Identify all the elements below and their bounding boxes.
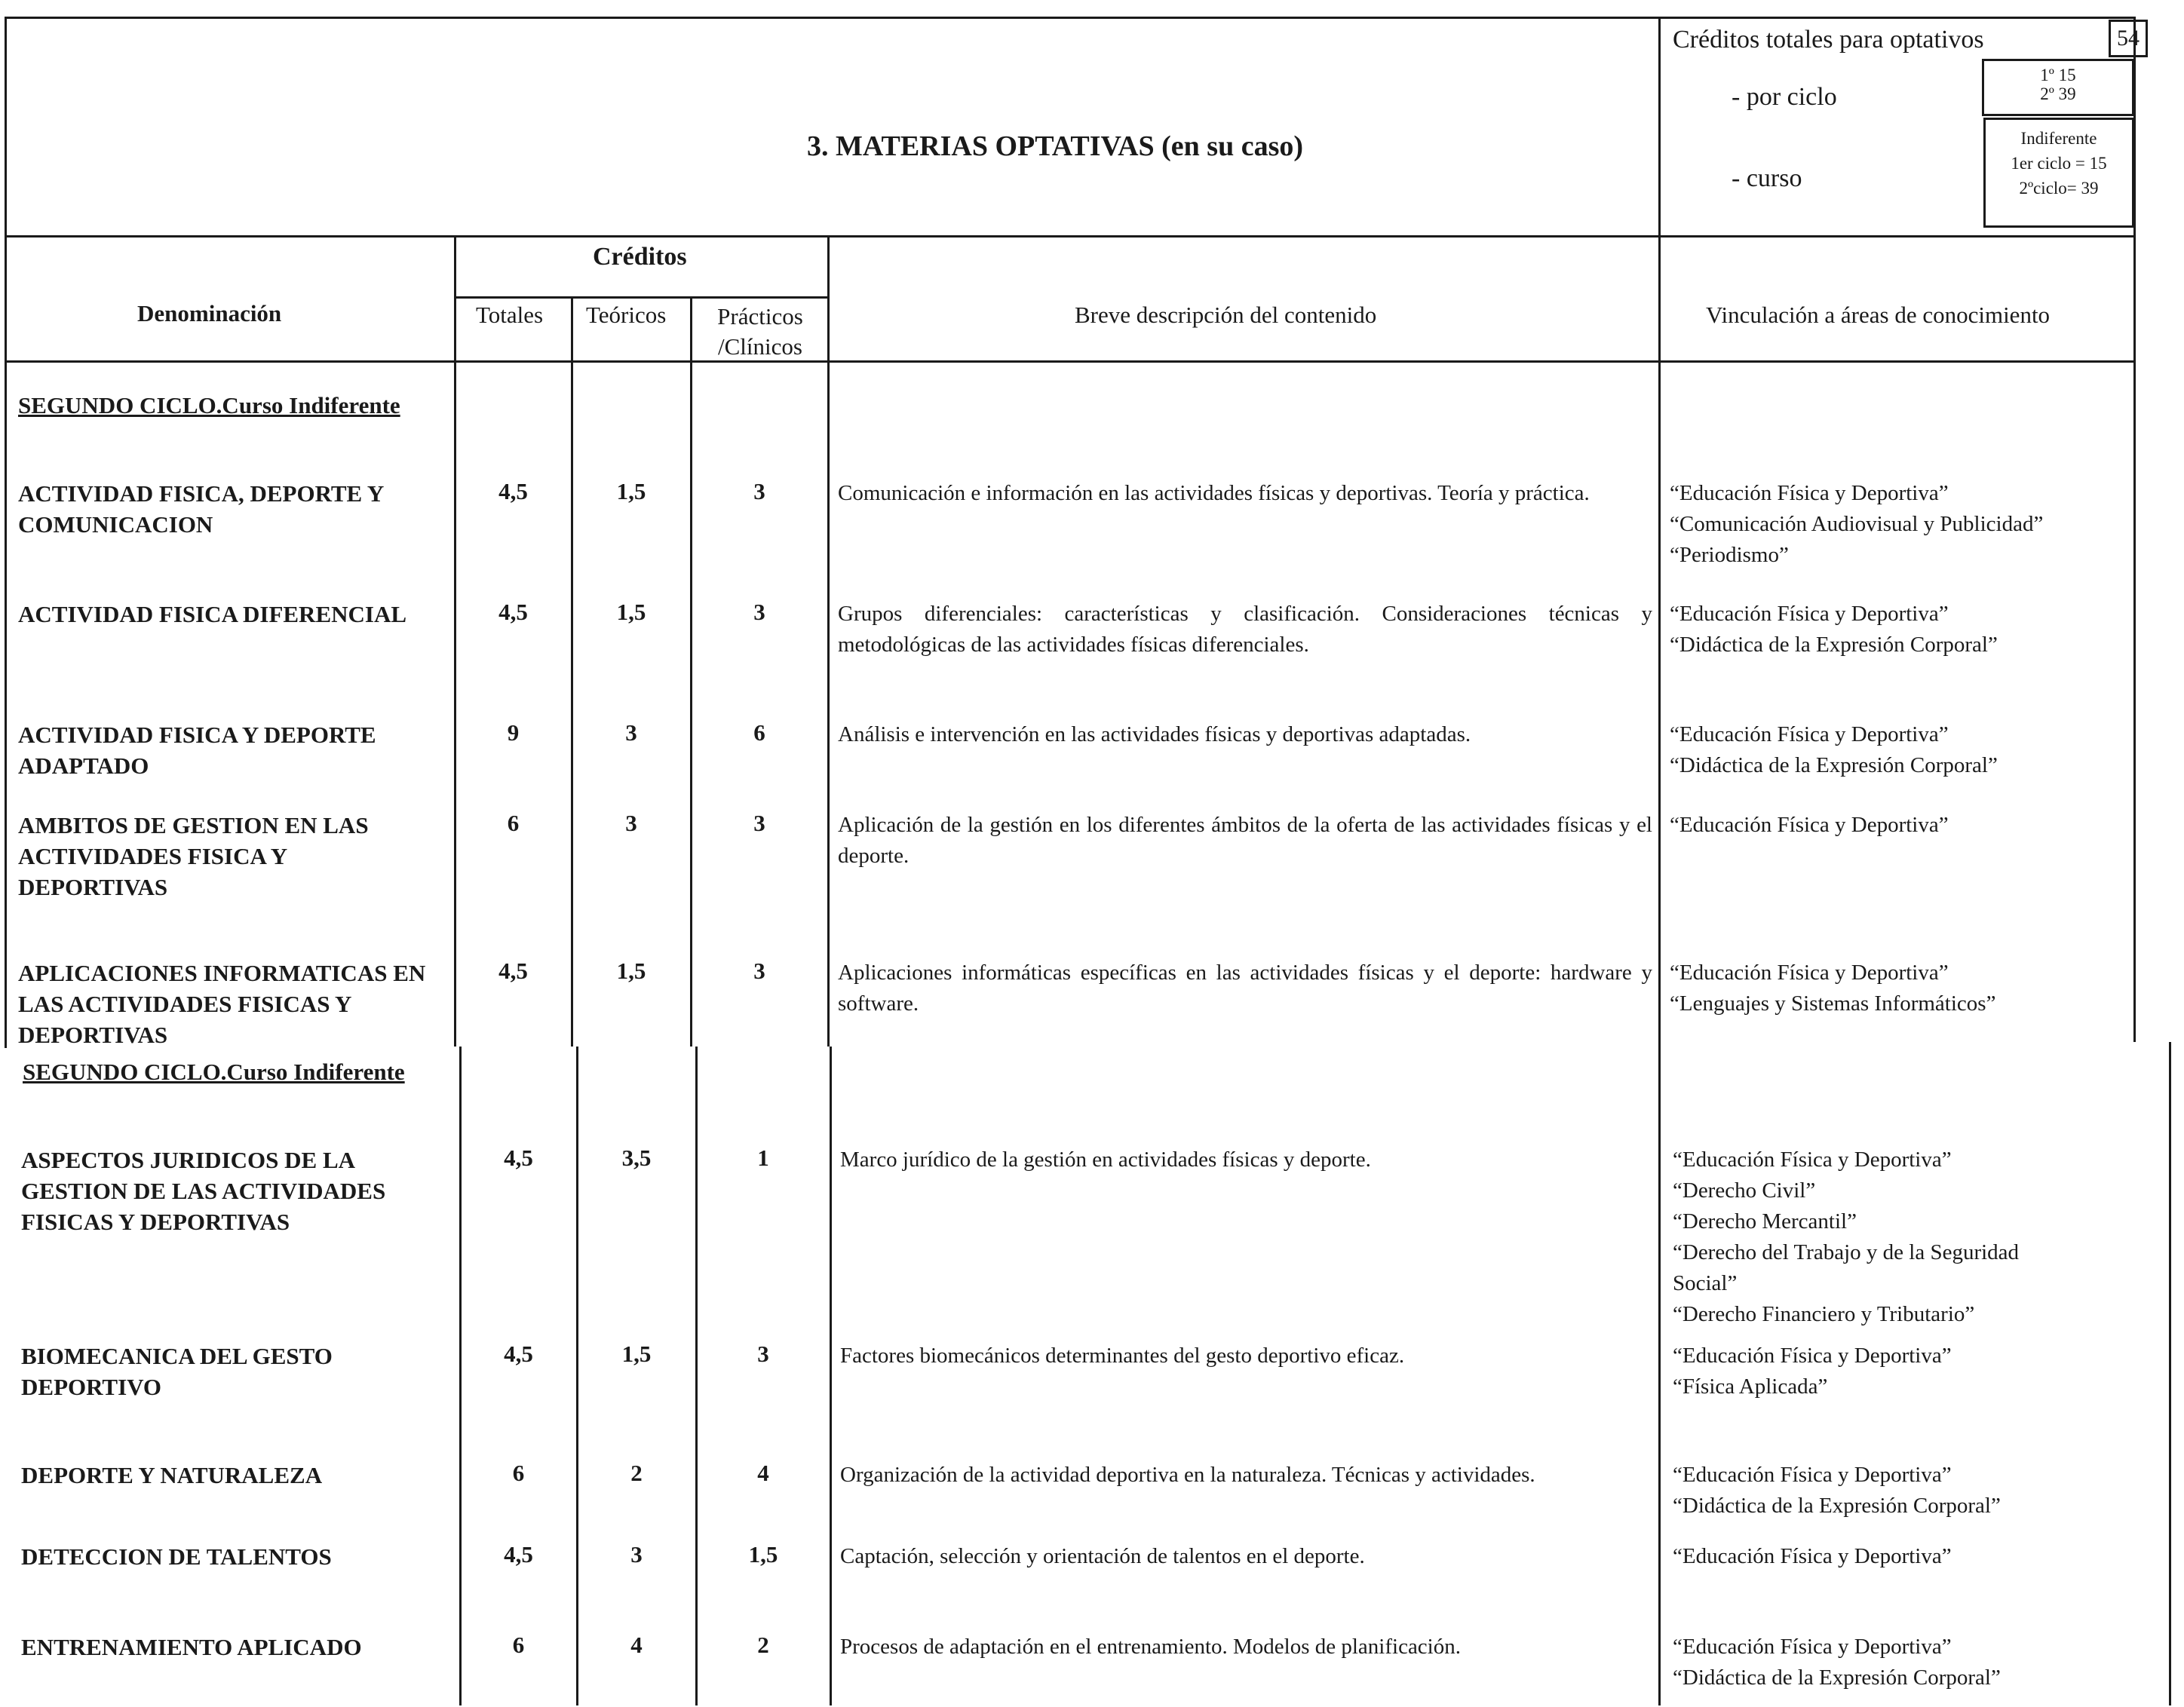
rule [690,296,692,1047]
credits-theory: 2 [630,1460,643,1486]
credits-theory: 1,5 [621,1341,652,1367]
credits-total: 6 [512,1632,525,1658]
knowledge-areas: “Educación Física y Deportiva” [1670,813,1949,837]
credits-theory: 1,5 [616,478,646,504]
credits-theory: 3 [625,810,637,836]
knowledge-areas: “Educación Física y Deportiva” “Lenguajes y Sistemas Informáticos” [1670,961,1996,1016]
col-denominacion: Denominación [137,300,282,326]
subject-name: ACTIVIDAD FISICA Y DEPORTE ADAPTADO [18,722,376,779]
knowledge-areas: “Educación Física y Deportiva” “Didáctica de la Expresión Corporal” [1670,602,1998,657]
credits-total: 6 [512,1460,525,1486]
rule [2169,1042,2171,1705]
credits-theory: 3 [625,719,637,746]
subject-name: ASPECTOS JURIDICOS DE LA GESTION DE LAS ACTIVIDADES FISICAS Y DEPORTIVAS [21,1147,386,1235]
subject-name: AMBITOS DE GESTION EN LAS ACTIVIDADES FISICA Y DEPORTIVAS [18,812,369,900]
subject-name: ENTRENAMIENTO APLICADO [21,1634,362,1660]
knowledge-areas: “Educación Física y Deportiva” “Didáctica de la Expresión Corporal” [1670,722,1998,777]
knowledge-areas: “Educación Física y Deportiva” “Comunicación Audiovisual y Publicidad” “Periodismo” [1670,481,2044,567]
subject-name: APLICACIONES INFORMATICAS EN LAS ACTIVIDADES FISICAS Y DEPORTIVAS [18,960,426,1048]
credits-practice: 1,5 [748,1541,778,1568]
section-heading: SEGUNDO CICLO.Curso Indiferente [23,1059,405,1085]
por-ciclo-value: 1º 15 2º 39 [1982,59,2134,116]
subject-description: Factores biomecánicos determinantes del gesto deportivo eficaz. [840,1344,1405,1368]
rule [454,296,828,299]
credits-practice: 3 [753,810,765,836]
credits-theory: 1,5 [616,958,646,984]
credits-theory: 1,5 [616,599,646,625]
credits-practice: 4 [757,1460,769,1486]
subject-description: Comunicación e información en las actividades físicas y deportivas. Teoría y práctica. [838,481,1590,505]
section-heading: SEGUNDO CICLO.Curso Indiferente [18,392,400,418]
subject-description: Grupos diferenciales: características y clasificación. Consideraciones técnicas y metodológicas de las actividades físicas diferenciales. [838,602,1652,657]
rule [571,296,573,1047]
subject-name: DETECCION DE TALENTOS [21,1543,332,1570]
credits-total: 4,5 [504,1145,533,1171]
subject-name: ACTIVIDAD FISICA DIFERENCIAL [18,601,407,627]
curso-label: - curso [1732,164,1802,192]
credits-total: 6 [507,810,520,836]
knowledge-areas: “Educación Física y Deportiva” “Didáctica de la Expresión Corporal” [1673,1463,2001,1518]
credits-theory: 4 [630,1632,643,1658]
credits-total: 4,5 [504,1541,533,1568]
credits-practice: 1 [757,1145,769,1171]
credits-total: 4,5 [504,1341,533,1367]
knowledge-areas: “Educación Física y Deportiva” “Física Aplicada” [1673,1344,1952,1399]
credits-practice: 3 [753,599,765,625]
knowledge-areas: “Educación Física y Deportiva” “Derecho Civil” “Derecho Mercantil” “Derecho del Trabajo y de la Seguridad Social” “Derecho Financiero y Tributario” [1673,1148,2020,1326]
credits-theory: 3 [630,1541,643,1568]
col-descripcion: Breve descripción del contenido [1075,302,1377,328]
subject-name: ACTIVIDAD FISICA, DEPORTE Y COMUNICACION [18,480,385,538]
total-credits-value: 54 [2109,20,2148,57]
credits-practice: 3 [753,478,765,504]
rule [5,360,2136,363]
rule [5,17,2136,19]
credits-total: 4,5 [498,958,528,984]
credits-total: 9 [507,719,520,746]
subject-description: Procesos de adaptación en el entrenamiento. Modelos de planificación. [840,1635,1461,1659]
col-teoricos: Teóricos [586,302,667,328]
col-vinculacion: Vinculación a áreas de conocimiento [1706,302,2051,328]
credits-practice: 6 [753,719,765,746]
subject-name: BIOMECANICA DEL GESTO DEPORTIVO [21,1343,333,1400]
credits-practice: 2 [757,1632,769,1658]
credits-practice: 3 [757,1341,769,1367]
credits-practice: 3 [753,958,765,984]
subject-description: Organización de la actividad deportiva en la naturaleza. Técnicas y actividades. [840,1463,1535,1487]
knowledge-areas: “Educación Física y Deportiva” “Didáctica de la Expresión Corporal” [1673,1635,2001,1690]
subject-name: DEPORTE Y NATURALEZA [21,1462,323,1488]
rule [830,1047,832,1705]
total-credits-label: Créditos totales para optativos [1673,26,1984,54]
curso-value: Indiferente 1er ciclo = 15 2ºciclo= 39 [1983,118,2134,228]
rule [1658,17,1661,1705]
rule [454,235,456,1047]
col-creditos: Créditos [593,243,687,271]
subject-description: Aplicaciones informáticas específicas en las actividades físicas y el deporte: hardware y software. [838,961,1652,1016]
col-practicos: Prácticos /Clínicos [717,303,803,360]
subject-description: Análisis e intervención en las actividades físicas y deportivas adaptadas. [838,722,1471,746]
subject-description: Captación, selección y orientación de talentos en el deporte. [840,1544,1365,1568]
subject-description: Marco jurídico de la gestión en actividades físicas y deporte. [840,1148,1371,1172]
credits-total: 4,5 [498,599,528,625]
knowledge-areas: “Educación Física y Deportiva” [1673,1544,1952,1568]
credits-theory: 3,5 [621,1145,652,1171]
credits-total: 4,5 [498,478,528,504]
col-totales: Totales [476,302,544,328]
por-ciclo-label: - por ciclo [1732,83,1837,111]
rule [5,17,7,1048]
page-title: 3. MATERIAS OPTATIVAS (en su caso) [807,130,1304,162]
rule [5,235,2136,238]
subject-description: Aplicación de la gestión en los diferentes ámbitos de la oferta de las actividades físicas y el deporte. [838,813,1652,868]
